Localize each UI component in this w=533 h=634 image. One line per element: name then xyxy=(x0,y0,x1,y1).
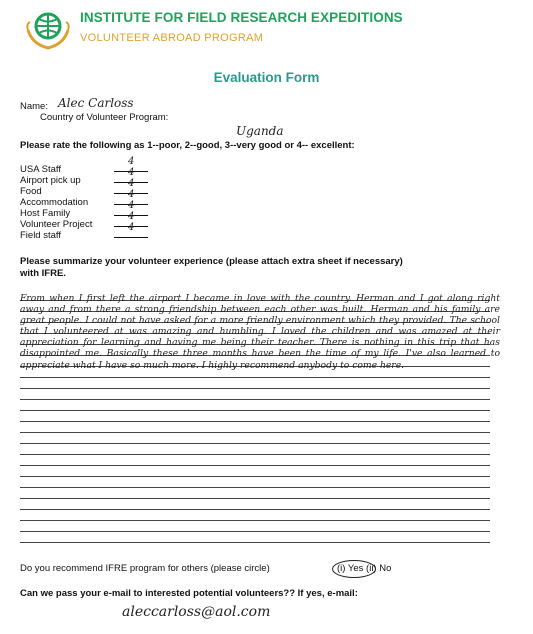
rating-value-airport: 4 xyxy=(128,167,135,178)
ruled-line xyxy=(20,542,490,543)
rating-value-accommodation: 4 xyxy=(128,189,135,200)
rating-label-host-family: Host Family xyxy=(20,208,71,219)
ruled-line xyxy=(20,421,490,422)
rating-label-usa-staff: USA Staff xyxy=(20,164,62,175)
form-title: Evaluation Form xyxy=(213,70,320,85)
rating-label-volunteer-project: Volunteer Project xyxy=(20,219,93,230)
rating-label-field-staff: Field staff xyxy=(20,230,62,241)
summary-instruction: Please summarize your volunteer experience (please attach extra sheet if necessary) xyxy=(20,256,403,267)
rating-value-usa-staff: 4 xyxy=(128,156,135,167)
rating-label-airport: Airport pick up xyxy=(20,175,81,186)
ruled-line xyxy=(20,476,490,477)
ruled-line xyxy=(20,531,490,532)
email-value: aleccarloss@aol.com xyxy=(122,604,271,620)
recommend-options: (i) Yes (ii) No xyxy=(337,563,392,574)
country-value: Uganda xyxy=(236,124,284,138)
ruled-line xyxy=(20,410,490,411)
globe-hands-logo xyxy=(24,4,72,52)
ruled-line xyxy=(20,377,490,378)
email-question: Can we pass your e-mail to interested potential volunteers?? If yes, e-mail: xyxy=(20,588,358,599)
yes-circle-mark xyxy=(332,560,376,578)
program-name: VOLUNTEER ABROAD PROGRAM xyxy=(80,32,264,44)
rating-value-food: 4 xyxy=(128,178,135,189)
ruled-line xyxy=(20,399,490,400)
org-name: INSTITUTE FOR FIELD RESEARCH EXPEDITIONS xyxy=(80,10,403,25)
rating-label-food: Food xyxy=(20,186,42,197)
recommend-question: Do you recommend IFRE program for others (please circle) xyxy=(20,563,270,574)
rating-line xyxy=(114,237,148,238)
name-label: Name: xyxy=(20,101,48,112)
ruled-line xyxy=(20,487,490,488)
rating-label-accommodation: Accommodation xyxy=(20,197,89,208)
country-label: Country of Volunteer Program: xyxy=(40,112,169,123)
ruled-line xyxy=(20,454,490,455)
summary-text: From when I first left the airport I became in love with the country. Herman and I got along right away and from there a strong friendship between each other was built. Herman and his family are great people. I could not have asked for a more friendly environment which they provided. The school that I volunteered at was amazing and humbling. I loved the children and was amazed at their appreciation for learning and having me being their teacher. There is nothing in this trip that has disappointed me. Basically these three months have been the time of my life. I've also learned to appreciate what I have so much more. I highly recommend anybody to come here. xyxy=(20,293,500,371)
rating-value-host-family: 4 xyxy=(128,200,135,211)
rating-instruction: Please rate the following as 1--poor, 2--good, 3--very good or 4-- excellent: xyxy=(20,140,355,151)
ruled-line xyxy=(20,498,490,499)
ruled-line xyxy=(20,443,490,444)
ruled-line xyxy=(20,465,490,466)
rating-value-field-staff: 4 xyxy=(128,222,135,233)
ruled-line xyxy=(20,388,490,389)
ruled-line xyxy=(20,509,490,510)
ruled-line xyxy=(20,432,490,433)
rating-value-volunteer-project: 4 xyxy=(128,211,135,222)
summary-instruction-cont: with IFRE. xyxy=(20,268,66,279)
ruled-line xyxy=(20,520,490,521)
name-value: Alec Carloss xyxy=(58,96,134,110)
